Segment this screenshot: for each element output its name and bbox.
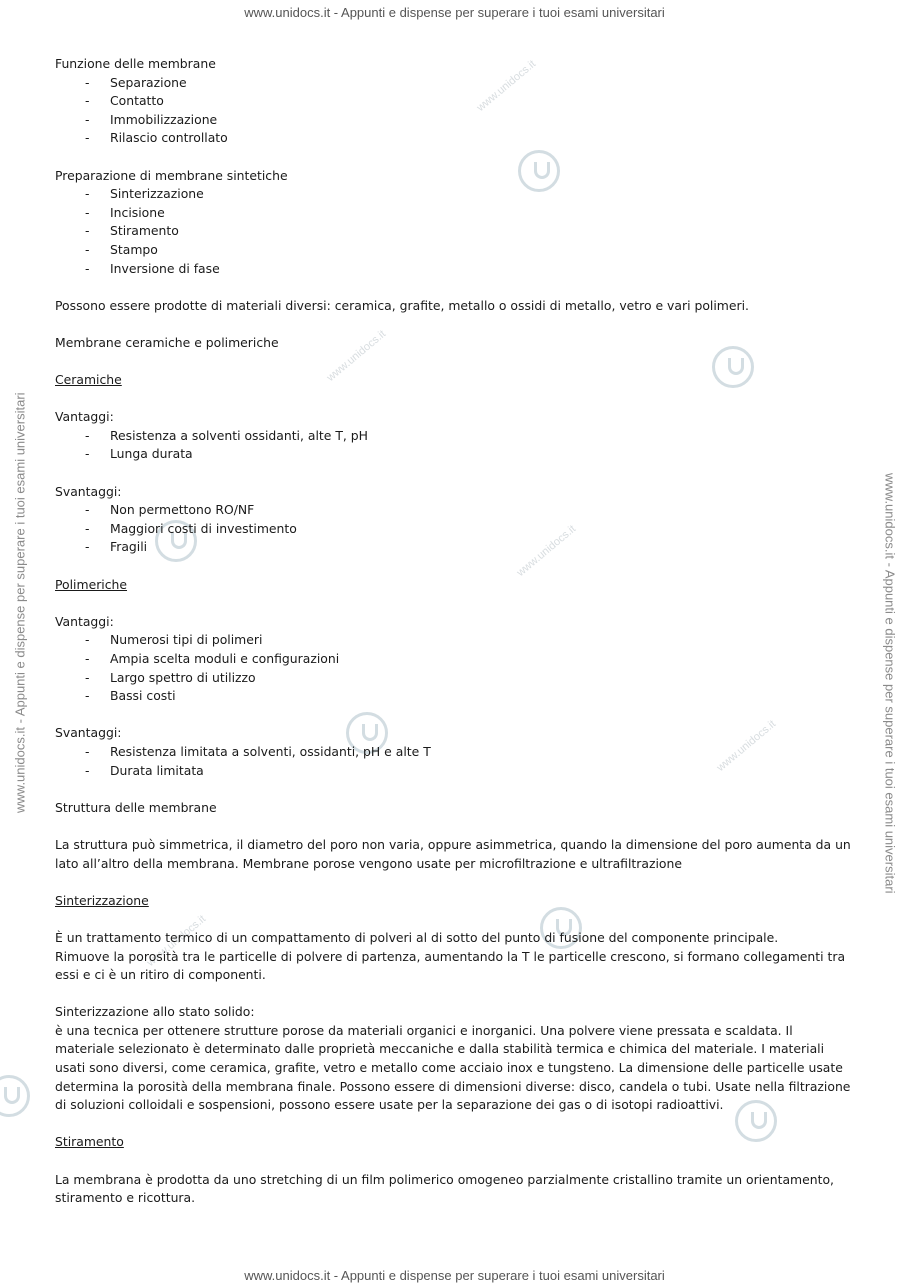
list-item: - Fragili [55,538,855,557]
paragraph-struttura: La struttura può simmetrica, il diametro del poro non varia, oppure asimmetrica, quando la dimensione del poro aumenta da un lato all’altro della membrana. Membrane porose vengono usate per microfiltrazione e ultrafiltrazione [55,836,851,871]
paragraph-sinterizzazione-2: Rimuove la porosità tra le particelle di polvere di partenza, aumentando la T le particelle crescono, si formano collegamenti tra essi e ci è un ritiro di componenti. [55,948,846,983]
sinterizzazione-solido-heading: Sinterizzazione allo stato solido: [55,1004,255,1020]
side-watermark-right: www.unidocs.it - Appunti e dispense per superare i tuoi esami universitari [882,473,898,894]
paragraph-sinterizzazione-1: È un trattamento termico di un compattamento di polveri al di sotto del punto di fusione del componente principale. [55,929,779,945]
ceramiche-vantaggi-list [55,427,855,464]
subheading-stiramento: Stiramento [55,1134,124,1150]
section-heading-funzione: Funzione delle membrane [55,56,216,71]
list-item: - Resistenza limitata a solventi, ossidanti, pH e alte T [55,743,855,762]
list-item: - Incisione [55,204,855,223]
vantaggi-label: Vantaggi: [55,409,114,425]
document-page [55,55,855,1208]
watermark-text: www.unidocs.it [324,328,389,384]
list-item: - Resistenza a solventi ossidanti, alte T, pH [55,427,855,446]
side-watermark-left: www.unidocs.it - Appunti e dispense per superare i tuoi esami universitari [12,392,28,813]
funzione-list [55,74,855,148]
svantaggi-label: Svantaggi: [55,483,122,499]
polimeriche-svantaggi-list [55,743,855,780]
list-item: - Inversione di fase [55,260,855,279]
watermark-logo-icon [0,1075,30,1117]
watermark-text: www.unidocs.it [714,718,779,774]
list-item: - Ampia scelta moduli e configurazioni [55,650,855,669]
svantaggi-label: Svantaggi: [55,725,122,741]
list-item: - Immobilizzazione [55,111,855,130]
list-item: - Stampo [55,241,855,260]
paragraph-sinterizzazione-solido: è una tecnica per ottenere strutture porose da materiali organici e inorganici. Una polvere viene pressata e scaldata. Il materiale selezionato è determinato dalle proprietà meccaniche e dalla stabilità termica e chimica del materiale. I materiali usati sono diversi, come ceramica, grafite, vetro e metallo come acciaio inox e tungsteno. La dimensione delle particelle usate determina la porosità della membrana finale. Possono essere di dimensioni diverse: disco, candela o tubi. Usate nella filtrazione di soluzioni colloidali e sospensioni, possono essere usate per la separazione dei gas o di isotopi radioattivi. [55,1022,851,1113]
subheading-polimeriche: Polimeriche [55,576,128,592]
watermark-text: www.unidocs.it [514,523,579,579]
list-item: - Non permettono RO/NF [55,501,855,520]
polimeriche-vantaggi-list [55,631,855,705]
list-item: - Durata limitata [55,762,855,781]
paragraph-stiramento: La membrana è prodotta da uno stretching di un film polimerico omogeneo parzialmente cristallino tramite un orientamento, stiramento e ricottura. [55,1171,834,1206]
list-item: - Separazione [55,74,855,93]
section-heading-ceramiche-polimeriche: Membrane ceramiche e polimeriche [55,334,279,350]
page-footer: www.unidocs.it - Appunti e dispense per superare i tuoi esami universitari [244,1268,665,1283]
list-item: - Contatto [55,92,855,111]
section-heading-preparazione: Preparazione di membrane sintetiche [55,167,288,183]
watermark-text: www.unidocs.it [144,913,209,969]
list-item: - Lunga durata [55,445,855,464]
list-item: - Rilascio controllato [55,129,855,148]
list-item: - Bassi costi [55,687,855,706]
vantaggi-label: Vantaggi: [55,613,114,629]
list-item: - Sinterizzazione [55,185,855,204]
subheading-ceramiche: Ceramiche [55,372,122,388]
ceramiche-svantaggi-list [55,501,855,557]
paragraph-materiali: Possono essere prodotte di materiali diversi: ceramica, grafite, metallo o ossidi di metallo, vetro e vari polimeri. [55,297,749,313]
list-item: - Stiramento [55,222,855,241]
list-item: - Largo spettro di utilizzo [55,669,855,688]
preparazione-list [55,185,855,278]
subheading-sinterizzazione: Sinterizzazione [55,892,149,908]
list-item: - Maggiori costi di investimento [55,520,855,539]
list-item: - Numerosi tipi di polimeri [55,631,855,650]
page-header: www.unidocs.it - Appunti e dispense per superare i tuoi esami universitari [244,5,665,20]
section-heading-struttura: Struttura delle membrane [55,799,217,815]
watermark-text: www.unidocs.it [474,58,539,114]
